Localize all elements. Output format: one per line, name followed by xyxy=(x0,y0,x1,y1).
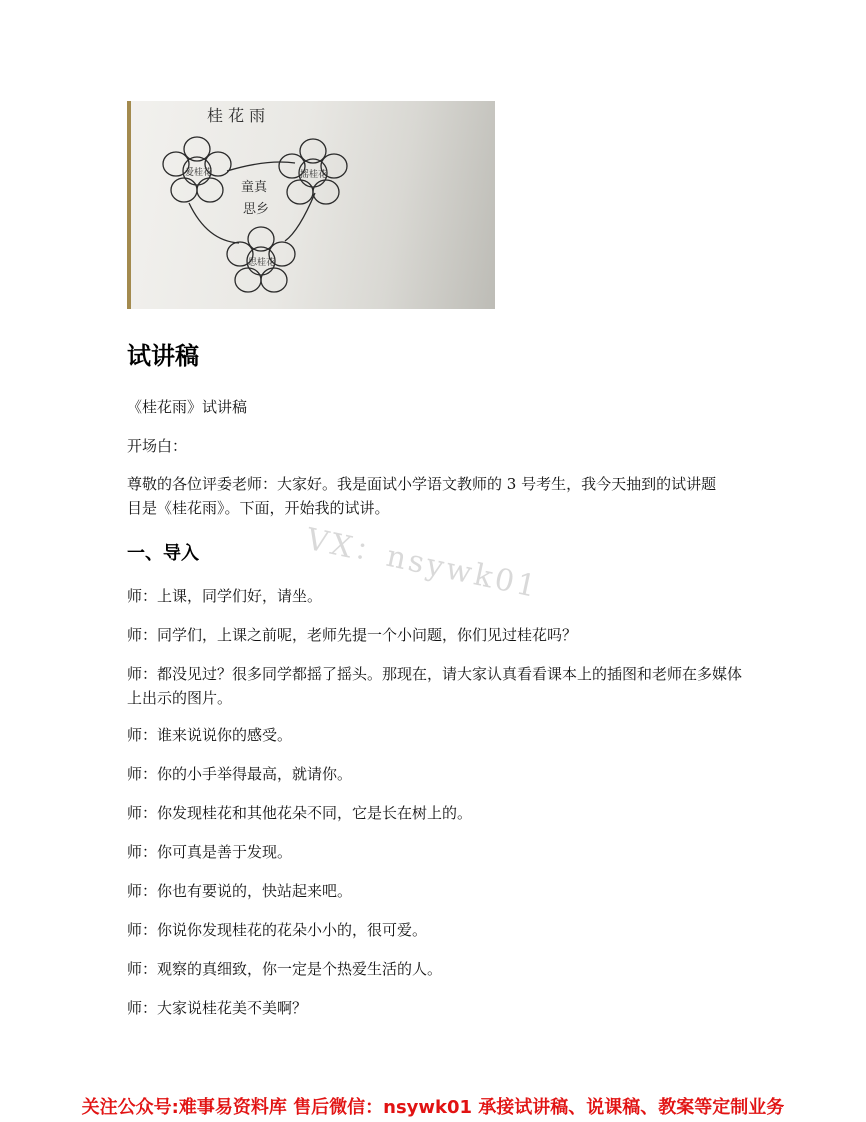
dialogue-line: 师：大家说桂花美不美啊？ xyxy=(127,999,308,1017)
flower-left-label: 爱桂花 xyxy=(185,168,213,178)
photo-title: 桂 花 雨 xyxy=(207,106,266,125)
lesson-sketch-photo xyxy=(127,101,495,309)
dialogue-line: 师：同学们，上课之前呢，老师先提一个小问题，你们见过桂花吗？ xyxy=(127,626,578,644)
dialogue-line: 师：你也有要说的，快站起来吧。 xyxy=(127,882,353,900)
opening-label: 开场白： xyxy=(127,437,188,455)
dialogue-line: 师：你可真是善于发现。 xyxy=(127,843,293,861)
photo-center-text-2: 思乡 xyxy=(243,202,270,217)
dialogue-line: 师：观察的真细致，你一定是个热爱生活的人。 xyxy=(127,960,443,978)
dialogue-line: 师：你说你发现桂花的花朵小小的，很可爱。 xyxy=(127,921,428,939)
section-heading: 一、导入 xyxy=(127,543,199,564)
dialogue-line: 师：谁来说说你的感受。 xyxy=(127,726,293,744)
photo-center-text-1: 童真 xyxy=(241,180,268,195)
flower-right-label: 摇桂花 xyxy=(300,170,328,180)
footer-banner: 关注公众号:难事易资料库 售后微信：nsywk01 承接试讲稿、说课稿、教案等定制业务 xyxy=(81,1097,785,1118)
dialogue-line: 师：上课，同学们好，请坐。 xyxy=(127,587,323,605)
document-subtitle: 《桂花雨》试讲稿 xyxy=(127,398,248,416)
dialogue-line: 师：你的小手举得最高，就请你。 xyxy=(127,765,353,783)
opening-paragraph: 尊敬的各位评委老师：大家好。我是面试小学语文教师的 3 号考生，我今天抽到的试讲题目是《桂花雨》。下面，开始我的试讲。 xyxy=(127,475,717,517)
flower-bottom-label: 思桂花 xyxy=(248,258,276,268)
page-title: 试讲稿 xyxy=(127,342,199,370)
flower-diagram xyxy=(127,101,495,309)
dialogue-line: 师：你发现桂花和其他花朵不同，它是长在树上的。 xyxy=(127,804,473,822)
watermark: VX：nsywk01 xyxy=(303,521,542,606)
dialogue-line: 师：都没见过？很多同学都摇了摇头。那现在，请大家认真看看课本上的插图和老师在多媒体上出示的图片。 xyxy=(127,665,743,707)
